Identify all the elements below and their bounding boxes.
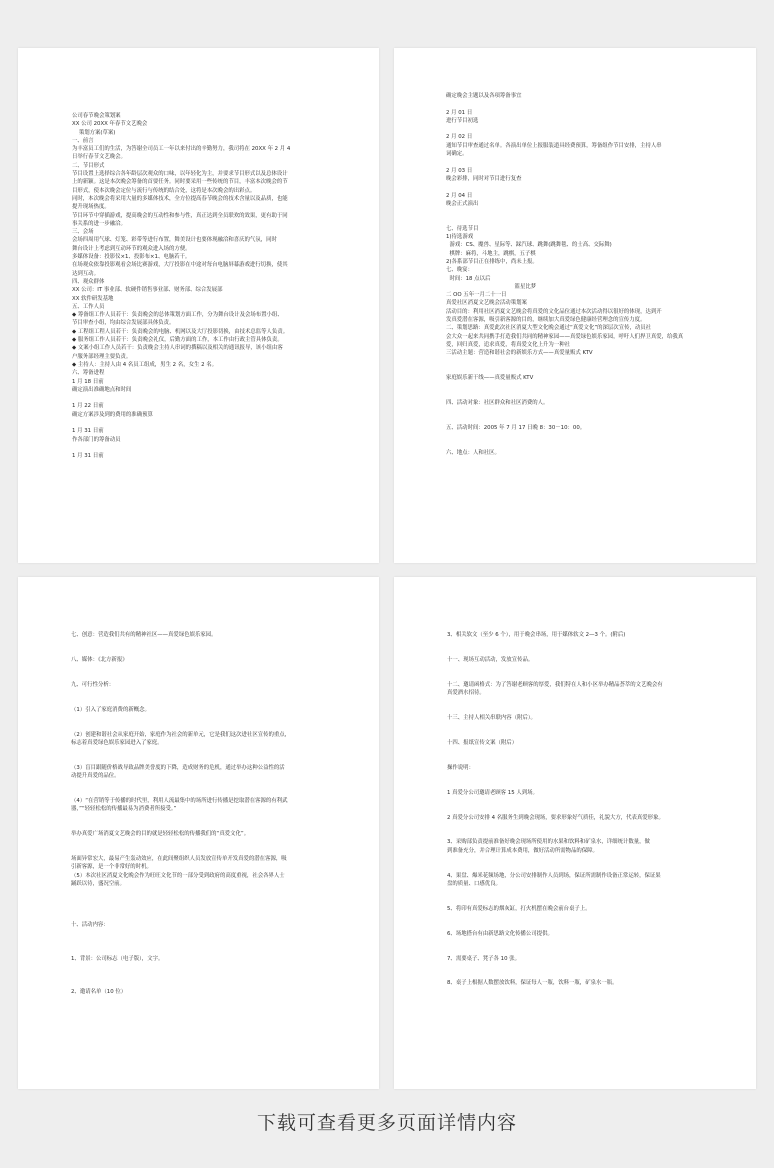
text-line <box>447 672 712 680</box>
text-line: 2 月 02 日 <box>446 134 473 141</box>
text-line <box>446 416 712 424</box>
text-line: 七、待选节目 <box>446 225 479 232</box>
text-line <box>72 419 335 427</box>
text-line <box>71 722 335 730</box>
text-line: 2 月 03 日 <box>446 167 473 174</box>
text-line: 举办真爱广场消夏文艺晚会的目的就是轻轻松松的传播我们的“真爱文化”。 <box>71 831 250 838</box>
text-line: 晚会正式演出 <box>446 200 479 207</box>
text-line <box>71 648 335 656</box>
text-line: 提升现场热度。 <box>72 204 110 211</box>
text-line <box>447 822 712 830</box>
text-line: 1 月 31 日前 <box>72 453 104 460</box>
text-line: 时间：18 点以后 <box>446 275 491 282</box>
text-line: （3）盲目跟随价格战导致品牌美誉度的下降，造成财务的危机，通过举办这种公益性的活 <box>71 764 285 771</box>
text-line <box>447 805 712 813</box>
text-line: 3、采购部负责提前准备好晚会现场所使用的水果和饮料和矿泉水，详细统计数量，做 <box>447 839 650 846</box>
text-line <box>447 648 712 656</box>
text-line: 舞台设计上考虑到互动环节的观众进入场的方便。 <box>72 245 191 252</box>
text-line <box>71 847 335 855</box>
text-line: 七、创意：营造我们共有的精神社区——真爱绿色娱乐家园。 <box>71 632 217 638</box>
text-line: 器，”“轻轻松松的传播最易为消费者所接受。” <box>71 806 177 813</box>
text-line <box>446 382 712 390</box>
page-1-text <box>72 112 335 460</box>
text-line <box>447 697 712 705</box>
text-line <box>446 158 712 166</box>
text-line <box>447 946 712 954</box>
text-line <box>446 391 712 399</box>
text-line <box>447 639 712 647</box>
text-line <box>446 216 712 224</box>
text-line <box>71 946 335 954</box>
text-line: 真爱社区消夏文艺晚会活动策划案 <box>446 300 527 307</box>
text-line <box>71 714 335 722</box>
text-line <box>71 963 335 971</box>
text-line <box>447 913 712 921</box>
text-line: 游戏：CS、魔兽、星际等、踩汽球、跳舞(跳舞毯、的士高、交际舞) <box>446 242 612 249</box>
text-line: 七、晚宴： <box>446 267 473 274</box>
text-line: 1 真爱分公司邀请老顾客 15 人到场。 <box>447 789 538 796</box>
text-line: 确定晚会主题以及各项筹备事宜 <box>446 93 522 99</box>
text-line: 二、节目形式 <box>72 162 105 169</box>
download-more-footer[interactable]: 下载可查看更多页面详情内容 <box>256 1112 517 1134</box>
text-line: 进行节目初选 <box>446 117 479 124</box>
text-line <box>447 747 712 755</box>
text-line: 九、可行性分析： <box>71 681 115 688</box>
text-line <box>71 664 335 672</box>
text-line <box>447 706 712 714</box>
text-line: 6、场地搭台有由新思路文化传播公司提供。 <box>447 930 553 937</box>
text-line: 2 月 04 日 <box>446 192 473 199</box>
text-line <box>446 366 712 374</box>
text-line: 3、相关软文（至少 6 个），用于晚会串场，用于媒体软文 2—3 个。(附后) <box>447 632 626 638</box>
text-line: XX 公司：IT 事业部、软硬件销售事业部、财务部、综合发展部 <box>72 287 223 294</box>
text-line: （5）本次社区消夏文化晚会作为旺旺文化节的一部分受到政府的高度重视，社会各界人士 <box>71 872 285 879</box>
text-line: 7、需要桌子、凳子各 10 张。 <box>447 955 521 962</box>
text-line <box>447 855 712 863</box>
text-line: （4）“在营销等于传播的时代里，利用人流最集中的场所进行传播是挖取潜在客源的有利武 <box>71 797 288 804</box>
text-line: 三活动主题：营造和谐社会的新娱乐方式——真爱量贩式 KTV <box>446 350 593 357</box>
text-line <box>71 897 335 905</box>
text-line: 1 月 22 日前 <box>72 403 104 410</box>
text-line <box>71 689 335 697</box>
text-line: 1)待选游戏 <box>446 234 474 241</box>
text-line: 会大众一起来共同携手打造我们共同的精神家园——真爱绿色娱乐家园，呼吁人们捍卫真爱，给我真 <box>446 333 684 340</box>
text-line: 家庭娱乐新干线——真爱量贩式 KTV <box>446 375 534 382</box>
text-line <box>447 780 712 788</box>
text-line: 二、策划思路：真爱此次社区消夏大型文化晚会通过“真爱文化”的深层次宣传，动员社 <box>446 325 652 332</box>
text-line <box>447 731 712 739</box>
text-line: 通知节目审查通过名单。各演出单位上报服装道具经费预算，筹备组作节目安排，主持人串 <box>446 142 662 149</box>
text-line <box>447 664 712 672</box>
document-page-2 <box>394 48 756 563</box>
text-line: 十四、报纸宣传文案（附后） <box>447 739 518 746</box>
text-line: 活动目的：利用社区消夏文艺晚会将真爱的文化品位通过本次活动得以很好的体现，达到开 <box>446 308 662 315</box>
text-line: ◆ 筹备组工作人员若干：负责晚会的总体策划方面工作，分为舞台设计及会场布置小组、 <box>72 312 283 319</box>
text-line <box>71 780 335 788</box>
text-line: 一、前言 <box>72 137 94 144</box>
text-line: 2、邀请名单（10 位） <box>71 988 127 995</box>
text-line: 在场观众依靠投影观看会场比赛游戏，大厅投影在中途对每台电脑屏幕游戏进行切换，使其 <box>72 262 288 269</box>
text-line: 确定方案涉及到的费用的准确预算 <box>72 411 153 418</box>
text-line: 场面异常宏大，最易产生轰动效应，在此间聚组织人员发放宣传单开发真爱的潜在客源，吸 <box>71 856 287 863</box>
document-page-1 <box>18 48 379 563</box>
text-line <box>71 639 335 647</box>
text-line: 上的新颖。这是本次晚会筹备的首要任务。同时要采用一些传统的节目，丰富本次晚会的节 <box>72 179 288 186</box>
text-line: 三、会场 <box>72 229 94 236</box>
text-line: ◆ 服务组工作人员若干：负责晚会礼仪，后勤方面的工作，本工作由行政主管具体负责。 <box>72 337 283 344</box>
text-line: 作各部门的筹备动员 <box>72 436 121 443</box>
text-line <box>71 747 335 755</box>
text-line: 五、工作人员 <box>72 303 105 310</box>
text-line <box>447 897 712 905</box>
text-line <box>71 938 335 946</box>
text-line: 户服务部经理主要负责。 <box>72 353 132 360</box>
document-page-4 <box>394 577 756 1089</box>
text-line: 标志着真爱绿色娱乐家园进入了家庭。 <box>71 739 163 746</box>
text-line <box>71 789 335 797</box>
text-line <box>446 407 712 415</box>
text-line: 同时，本次晚会将采用大量的多媒体技术，全方位提高春节晚会的技术含量以及品质，也能 <box>72 195 288 202</box>
text-line: 发真爱潜在客源，吸引新客源的目的，继续加大真爱绿色健康经营理念的宣传力度。 <box>446 317 646 324</box>
text-line: 棋牌：麻将，斗地主，跳棋，五子棋 <box>446 250 536 257</box>
text-line <box>447 830 712 838</box>
text-line: 5、将印有真爱标志的烟灰缸，打火机摆在晚会前台桌子上。 <box>447 905 591 912</box>
text-line: 4、果盘、爆米花频场地，分公司安排制作人员到场，保证所需制作设备正常运转，保证果 <box>447 872 661 879</box>
text-line <box>447 963 712 971</box>
text-line <box>71 822 335 830</box>
text-line: 引新客源，是一个非常好的时机。 <box>71 864 152 871</box>
text-line: 十、活动内容： <box>71 922 109 929</box>
text-line: 四、活动对象：社区群众和社区消费的人。 <box>446 399 549 406</box>
text-line <box>447 772 712 780</box>
text-line: （2）创建和谐社会从家庭开始，家庭作为社会的新单元，它是我们这次进社区宣传的重点， <box>71 731 291 738</box>
text-line <box>447 921 712 929</box>
text-line <box>71 905 335 913</box>
text-line <box>71 979 335 987</box>
text-line: 真爱酒水招待。 <box>447 690 485 697</box>
text-line: 节目审查小组，均由综合发展部具体负责。 <box>72 320 175 327</box>
text-line: ◆ 文案小组工作人员若干：负责晚会主持人串词的撰稿以及相关的通讯报导，该小组由客 <box>72 345 283 352</box>
text-line: 二 OO 五年一月二十一日 <box>446 292 507 299</box>
text-line <box>447 971 712 979</box>
text-line: 会场四周用气球、灯笼、彩带等进行布置，舞美设计也要体现融洽和喜庆的气氛，同时 <box>72 237 277 244</box>
text-line: 十二、邀请函格式：为了答谢老顾客的厚爱，我们特在人和小区举办精品荟萃的文艺晚会有 <box>447 681 663 688</box>
text-line: 晚会彩排，同时对节目进行复查 <box>446 175 522 182</box>
text-line: 1 月 18 日前 <box>72 378 104 385</box>
text-line: 到准备充分，并合理计算成本费用，做好活动所需物品的保障。 <box>447 847 598 854</box>
text-line: 盘的质量、口感优良。 <box>447 880 501 887</box>
text-line: 2 月 01 日 <box>446 109 473 116</box>
text-line: 策划方案(草案) <box>72 129 116 136</box>
page-4-text <box>447 631 712 988</box>
text-line: 词确定。 <box>446 151 468 158</box>
text-line: 事关系的进一步融洽。 <box>72 220 126 227</box>
text-line <box>446 432 712 440</box>
text-line <box>71 838 335 846</box>
text-line <box>71 755 335 763</box>
text-line: XX 软件研发基地 <box>72 295 114 302</box>
text-line <box>71 971 335 979</box>
text-line <box>446 358 712 366</box>
text-line <box>447 722 712 730</box>
text-line: 五、活动时间：2005 年 7 月 17 日晚 8：30－10：00。 <box>446 424 586 431</box>
text-line: 为丰富员工们的生活，为答谢全司员工一年以来付出的辛勤努力，我司将在 20XX 年 2 月 4 <box>72 146 291 153</box>
text-line: 1、背景：公司标志（电子版），文字。 <box>71 955 164 962</box>
text-line <box>71 930 335 938</box>
text-line: 达到互动。 <box>72 270 99 277</box>
text-line: 四、观众群体 <box>72 278 105 285</box>
text-line: 8、桌子上根据人数摆放饮料，保证每人一瓶，饮料一瓶，矿泉水一瓶。 <box>447 980 618 987</box>
text-line: 确定演出准确地点和时间 <box>72 386 132 393</box>
text-line <box>446 100 712 108</box>
text-line <box>446 440 712 448</box>
document-page-3 <box>18 577 379 1089</box>
text-line: 八、媒体：《北方新报》 <box>71 656 128 663</box>
text-line: ◆ 工程组工程人员若干：负责晚会的电脑、机网以及大厅投影切换，由技术总监等人负责。 <box>72 328 289 335</box>
text-line <box>447 938 712 946</box>
text-line: XX 公司 20XX 年春节文艺晚会 <box>72 121 148 128</box>
text-line: 六、地点：人和社区。 <box>446 449 500 456</box>
text-line <box>447 755 712 763</box>
text-line: 多媒体设备：投影仪×1、投影布×1、电脑若干。 <box>72 254 191 261</box>
text-line <box>447 863 712 871</box>
text-line: （1）引入了家庭消费的新概念。 <box>71 706 150 713</box>
text-line <box>71 672 335 680</box>
text-line: 2)各系部节目正在排练中，尚未上报。 <box>446 258 538 265</box>
text-line: 踊跃以待，盛况空前。 <box>71 880 125 887</box>
text-line: 节目设置上选择综合各年龄层次观众的口味，以年轻化为主，并要求节目形式以及总体设计 <box>72 171 288 178</box>
text-line <box>446 183 712 191</box>
text-line: ◆ 主持人：主持人由 4 名员工组成，男生 2 名，女生 2 名。 <box>72 361 218 368</box>
page-3-text <box>71 631 335 996</box>
text-line: 十一、现场互动活动，发放宣传品。 <box>447 656 534 663</box>
text-line: 节目环节中穿插游戏，提高晚会的互动性和参与性，真正达到全员联欢的效果，更有助于同 <box>72 212 288 219</box>
text-line <box>71 888 335 896</box>
text-line: 2 真爱分公司安排 4 名服务生到晚会现场，要求形象好气质佳，礼貌大方，代表真爱形象。 <box>447 814 664 821</box>
text-line: 动提升真爱的品位。 <box>71 773 120 780</box>
text-line <box>71 814 335 822</box>
text-line <box>72 394 335 402</box>
text-line <box>447 888 712 896</box>
text-line <box>72 444 335 452</box>
text-line: 公司春节晚会策划案 <box>72 113 121 119</box>
page-2-text <box>446 92 712 457</box>
text-line: 目形式，使本次晚会定位与流行与传统的结合处，这将是本次晚会的出彩点。 <box>72 187 256 194</box>
text-line <box>71 697 335 705</box>
text-line: 操作说明： <box>447 764 474 771</box>
text-line: 六、筹备进程 <box>72 370 105 377</box>
text-line <box>446 125 712 133</box>
text-line: 1 月 31 日前 <box>72 428 104 435</box>
text-line: 十三、主持人相关串联内容（附后）。 <box>447 714 536 721</box>
text-line <box>447 797 712 805</box>
text-line <box>71 913 335 921</box>
text-line: 篮星比梦 <box>446 283 537 290</box>
text-line: 日举行春节文艺晚会。 <box>72 154 126 161</box>
text-line <box>446 208 712 216</box>
text-line: 爱，回归真爱，追求真爱，将真爱文化上升为一种社 <box>446 341 570 348</box>
